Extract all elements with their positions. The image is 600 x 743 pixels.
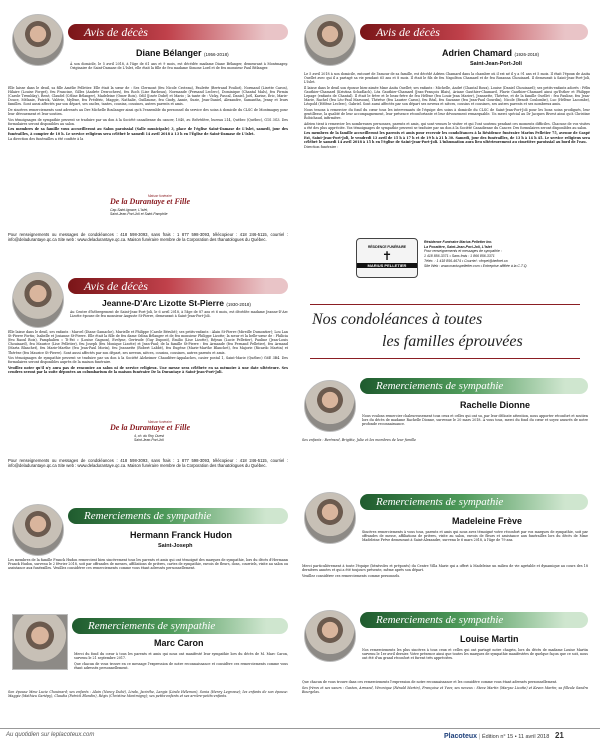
portrait-photo bbox=[304, 14, 356, 66]
portrait-photo bbox=[12, 14, 64, 66]
obituary-jeanne-darc-lizotte bbox=[8, 268, 290, 490]
name-text: Jeanne-D'Arc Lizotte St-Pierre bbox=[102, 298, 224, 308]
bottom-divider bbox=[310, 358, 580, 359]
section-banner: Remerciements de sympathie bbox=[68, 508, 288, 524]
contact-line-5: Téléc. : 1 418 856-4674 • Courriel : rfmpel@bellnet.ca bbox=[424, 258, 508, 263]
condolences-line-2: les familles éprouvées bbox=[382, 333, 523, 350]
section-banner: Avis de décès bbox=[68, 278, 288, 294]
years-text: (1930-2018) bbox=[226, 302, 251, 307]
contact-line-6: Site Web : www.mariuspelletier.com • Entreprise affiliée à la C.T.Q. bbox=[424, 263, 528, 268]
years-text: (1956-2018) bbox=[204, 52, 229, 57]
obituary-diane-belanger bbox=[8, 10, 290, 260]
name-text: Diane Bélanger bbox=[136, 48, 202, 58]
donation-paragraph: Vos témoignages de sympathie peuvent se traduire par un don à la Société Alzheimer Chaudière-Appalaches, casier postal 1, Saint-Marie (Québec) G6E 3B4. Des formulaires seront disponibles auprès de la maison funéraire. bbox=[8, 356, 288, 365]
place-label: Saint-Jean-Port-Joli bbox=[470, 61, 522, 67]
reconnaissance-paragraph: Que chacun de vous trouve en ce message l'expression de notre reconnaissance et considère ces remerciements comme vous étant adressés personnellement. bbox=[74, 661, 288, 670]
contact-paragraph bbox=[8, 458, 288, 470]
contact-text: Pour renseignements ou messages de condoléances : 418 598-3093, sans frais : 1 877 598-3093, télécopieur : 418 246-5115, courriel : info@deladurantaye.qc.ca Site web : www.deladurantaye.qc.ca. Maison funéraire membre de la Corporation des thanatologues du Québec. bbox=[8, 232, 288, 243]
funeral-seal-logo bbox=[356, 238, 418, 278]
section-banner: Avis de décès bbox=[360, 24, 588, 40]
portrait-photo bbox=[12, 614, 68, 670]
thanks-text bbox=[8, 558, 288, 572]
obituary-body bbox=[304, 72, 590, 151]
funeral-home-logo bbox=[110, 194, 270, 217]
website-link[interactable]: Au quotidien sur leplacoteux.com bbox=[6, 732, 95, 738]
direction-paragraph: Direction funéraire : bbox=[304, 145, 339, 150]
logo-brand: De la Durantaye et Fille bbox=[110, 197, 190, 206]
intro-paragraph: Le 5 avril 2018 à son domicile, entouré de l'amour de sa famille, est décédé Adrien Chamard dans la chambre où il est né il y a 91 ans et 5 mois. Il était l'époux de Anita Ouellet avec qui il a partagé sa vie pendant 65 ans et 8 mois. Il était le fils de feu Napoléon Chamard et de feu Rosanna Chouinard. Il demeurait à Saint-Jean-Port-Joli, L'Islet. bbox=[304, 72, 590, 85]
contact-paragraph bbox=[8, 232, 288, 244]
closing-paragraph: Veuillez considérer ces remerciements comme personnels. bbox=[302, 573, 401, 578]
page-number: 21 bbox=[554, 731, 564, 740]
thanks-text bbox=[362, 648, 588, 662]
section-banner: Remerciements de sympathie bbox=[360, 612, 588, 628]
logo-address-1: 4, ch. du Roy Ouest bbox=[134, 434, 164, 438]
deceased-name: Hermann Franck Hudon bbox=[130, 530, 233, 540]
obituary-adrien-chamard bbox=[300, 10, 592, 295]
portrait-photo bbox=[304, 610, 356, 662]
logo-tagline: Maison funéraire bbox=[148, 420, 172, 424]
direction-paragraph: La direction des funérailles a été confiée à la bbox=[8, 137, 84, 142]
thanks-madeleine-freve bbox=[300, 488, 592, 594]
obituary-text bbox=[70, 310, 288, 320]
family-paragraph: Elle laisse dans le deuil, ses enfants : Marcel (Diane Gamache), Murielle et Philippe (Carole Bérubé); ses petits-enfants : Alain St-Pierre (Mireille Dumontier); Lou Lan St-Pierre Fortin; Isabelle et Josianne St-Pierre. Elle était la fille de feu dame Odina Bélanger et de feu monsieur Philippe Lizotte; la sœur et la belle-sœur de : Philicia (feu Raoul Bois), Pamphalien « Ti-Pat » (Louise Gagnon), Evelyne, Gertrude (Guy Dupont), Émilio (Lise Lizotte), Réjean (Lucie Pelletier), Pauline (Jean-Louis Chouinard), feu Maurice (Lise Pelletier), feu Joseph (feu Monique Lizotte) et Jean-Paul; de la famille St-Pierre : feu Armande (feu Fernand Pelletier), feu Armand (Marta Blanchet), feu Marie-Marthe (feu Jean-Paul Morin), feu Jeannette (Robert Labbé), feu Eugène (Marie-Marthe Blanchet), feu Majorie (Ricardo Martin) et Thérèse (feu Maurice St-Pierre). Sont aussi affectés par son départ, ses neveux, nièces, cousins, cousines, autres parents et amis. bbox=[8, 330, 288, 355]
section-banner: Remerciements de sympathie bbox=[360, 378, 588, 394]
service-paragraph: Les membres de la famille accueilleront les parents et amis pour recevoir les condoléances à la Résidence funéraire Marius Pelletier 75, avenue de Gaspé Est, Saint-Jean-Port-Joli, le vendredi 13 avril de 15 h à 17 h et de 19 h à 21 h 30. Samedi, jour des funérailles, de 13 h à 14 h 45. Le service religieux sera célébré le samedi 14 avril 2018 à 15 h en l'église de Saint-Jean-Port-Joli. L'inhumation aura lieu ultérieurement au cimetière paroissial au bord de l'eau. bbox=[304, 131, 590, 144]
funeral-home-logo bbox=[110, 420, 270, 443]
service-paragraph: Les membres de sa famille vous accueilleront au Salon paroissial (Salle municipale) 3, place de l'église Saint-Damase de L'Islet, samedi, jour des funérailles, à compter de 10 h. Le service religieux sera célébré le samedi 14 avril 2018 à 13 h en l'Église de Saint-Damase de L'Islet. bbox=[8, 127, 288, 136]
contact-line-3: Pour renseignements et messages de sympathie : bbox=[424, 249, 502, 254]
name-text: Adrien Chamard bbox=[442, 48, 513, 58]
signature-text bbox=[302, 438, 588, 444]
thanks-rachelle-dionne bbox=[300, 372, 592, 482]
cross-icon: ✝ bbox=[381, 249, 393, 263]
deceased-name bbox=[442, 48, 539, 59]
thanks-marc-caron bbox=[8, 608, 290, 722]
logo-address-1: Cap-Saint-Ignace, L'Islet, bbox=[110, 208, 148, 212]
top-divider bbox=[310, 304, 580, 305]
seal-top-text: RÉSIDENCE FUNÉRAIRE bbox=[367, 245, 407, 249]
family-signature: Ses frères et ses sœurs : Gaston, Armand, Véronique (Rénald Martin), Françoise et Yves; ses neveux : Steve Martin (Maryse Lizotte) et Keven Martin; sa filleule Sandra Bourgelas. bbox=[302, 685, 588, 694]
edition-separator: | bbox=[478, 734, 482, 740]
thanks-paragraph: Les membres de la famille Franck Hudon remercient bien sincèrement tous les parents et amis qui ont témoigné des marques de sympathie, lors du décès d'Hermann Franck Hudon, survenu le 2 février 2018, soit par offrandes de messes, affiliations de prières, cartes de sympathie, envois de fleurs, dons, courriels, visite au salon ou assistance aux funérailles. Veuillez considérer ces remerciements comme vous étant adressés personnellement. bbox=[8, 558, 288, 571]
deceased-name: Madeleine Frève bbox=[452, 516, 523, 526]
thanks-text bbox=[74, 652, 288, 671]
contact-line-4: 1 418 856-3371 • Sans frais : 1 866 856-3371 bbox=[424, 254, 495, 259]
family-paragraph: Il laisse dans le deuil son épouse bien-aimée Mme Anita Ouellet; ses enfants : Michelle, André (Chantal Roux), Louise (Daniel Chouinard); ses petits-enfants adorés : Félix Gauthier-Chamard (Kristina Schadlach), Léa Gauthier-Chamard (Jean-François Blais), Ariane Gauthier-Chamard, Flavie Gauthier-Chamard ainsi qu'Esther et Philippe Lepage (enfants de Chantal). Il était le frère et le beau-frère de feu Hélène (feu Louis-Jean Marier), Jeannette, Thérèse, et de la famille Ouellet : feu Pauline, feu Jean-Marie, Rachel (feu Léo-Paul Marsoux), Thérèse (feu Laurier Caron), feu Réal, feu Suzanne (feu Jean-Paul Gourdin), Nicole (Benoît Coulombe), Luc (Hélène Lacombe), Léopold (Hélène Leclerc), Gabriel. Sont aussi affectés par son départ ses neveux et nièces, cousins et cousines, ses autres parents et ses nombreux amis. bbox=[304, 85, 590, 107]
intro-paragraph: À son domicile, le 5 avril 2018, à l'âge de 61 ans et 9 mois, est décédée madame Diane Bélanger, demeurant à Montmagny. Originaire de Saint-Damase de L'Islet, elle était la fille de feu madame Simone Lord et de feu monsieur Paul Bélanger. bbox=[70, 62, 288, 71]
thanks-extra bbox=[302, 564, 588, 579]
signature-text bbox=[8, 690, 288, 700]
condolences-line-1: Nos condoléances à toutes bbox=[312, 311, 483, 328]
thanks-paragraph: De sincères remerciements sont adressés au Dre Michelle Boulanger ainsi qu'à l'ensemble du personnel du service des soins à domicile du CLSC de Montmagny pour leur dévouement et leur soutien. bbox=[8, 108, 288, 117]
thanks-extra bbox=[302, 680, 588, 695]
family-paragraph: Elle laisse dans le deuil, sa fille Amélie Pelletier. Elle était la sœur de : Ses Clermont (feu Nicole Croteau), Paulette (Bertrand Pouliot), Normand (Lisette Caron), Hilaire (Louise Forget), feu Francine, Gilles (Andrée Desrochers), feu Roch (Lise Barbeau), Normande (Fernand Leclerc), Dominique (Chantal Mals), feu Firmin (Carole Tremblay), René, Claudel (Céline Bélanger), Madeleine (Omer Bois), Odil (Josée Dubé) et Mario ; la tante de : Vicky, Pascal, Daniel, Joël, Karine, Éric, Marie-Douce, Mélanie, Patrick, Valérie, Mylène, feu Frédéric, Maggie, Nathalie, Guillaume, feu Cindy, Annie, Suzie, Jean-Daniel, Alexandre, Samantha, Jenny et leurs familles. Sont aussi affectés par son départ, ses oncles, tantes, cousins, cousines, autres parents et amis. bbox=[8, 86, 288, 107]
obituary-body bbox=[8, 330, 288, 376]
thanks-paragraph: Sincères remerciements à vous tous, parents et amis qui nous avez témoigné votre réconfort par vos marques de sympathie, soit par offrandes de messe, affiliations de prières, visite au salon, envois de fleurs et assistance aux funérailles lors du décès de Mme Madeleine Frève demeurant à Saint-Alexandre, survenu le 6 mars 2018, à l'âge de 79 ans. bbox=[362, 530, 588, 543]
place-label: Saint-Joseph bbox=[158, 543, 193, 549]
thanks-paragraph: Merci du fond du cœur à tous les parents et amis qui nous ont manifesté leur sympathie lors du décès de M. Marc Caron, survenu le 21 septembre 2017. bbox=[74, 652, 288, 661]
contact-line-2: La Pocatière, Saint-Jean-Port-Joli, L'Islet bbox=[424, 244, 492, 249]
contact-line-1: Résidence Funéraire Marius Pelletier Inc. bbox=[424, 240, 493, 244]
logo-tagline: Maison funéraire bbox=[148, 194, 172, 198]
section-banner: Remerciements de sympathie bbox=[72, 618, 288, 634]
thanks-paragraph: Nous tenons à remercier du fond du cœur tous les intervenants de l'équipe des soins à domicile du CLSC de Saint-Jean-Port-Joli pour les bons soins prodigués, leur gentillesse, la qualité de leur accompagnement, leur présence réconfortante et leur dévouement remarquable. Un merci spécial au Dr Jacques Rivest ainsi qu'à Christine Robichaud, infirmière. bbox=[304, 107, 590, 121]
service-paragraph: Veuillez noter qu'il n'y aura pas de rencontre au salon ni de service religieux. Une messe sera célébrée en sa mémoire à une date ultérieure. Ses cendres seront par la suite déposées au columbarium de la maison funéraire De la Durantaye à Saint-Jean-Port-Joli. bbox=[8, 365, 288, 374]
thanks-text bbox=[362, 414, 588, 428]
years-text: (1926-2018) bbox=[514, 52, 540, 57]
thanks-paragraph: Nous voulons remercier chaleureusement tous ceux et celles qui ont su, par leur délicate attention, nous apporter réconfort et soutien lors du décès de madame Rachelle Dionne, survenue le 20 mars 2018. À vous tous, merci du fond du cœur et soyez assurés de notre profonde reconnaissance. bbox=[362, 414, 588, 427]
masthead-title: Placoteux bbox=[444, 733, 478, 740]
contact-text: Pour renseignements ou messages de condoléances : 418 598-3093, sans frais : 1 877 598-3093, télécopieur : 418 246-5115, courriel : info@deladurantaye.qc.ca Site web : www.deladurantaye.qc.ca. Maison funéraire membre de la Corporation des thanatologues du Québec. bbox=[8, 458, 288, 469]
seal-name-text: MARIUS PELLETIER bbox=[357, 263, 417, 268]
edition-info: Édition n° 15 • 11 avril 2018 bbox=[481, 734, 550, 740]
portrait-photo bbox=[12, 504, 64, 556]
condolences-message bbox=[300, 300, 592, 368]
logo-brand: De la Durantaye et Fille bbox=[110, 423, 190, 432]
page-footer bbox=[0, 728, 600, 742]
portrait-photo bbox=[12, 272, 64, 328]
family-signature: Son épouse Mme Lucie Chouinard; ses enfants : Alain (Nancy Dubé), Linda, Jacinthe, Langis (Linda Hélemon), Sonia (Henry Legrosse); les enfants de son épouse: Maggie (Mathieu Gariépy), Claudia (Patrick Blondin), Régis (Christine Montmigny); ses petits-enfants et ses arrière-petits-enfants. bbox=[8, 690, 288, 699]
donation-paragraph: Adrien tient à remercier les nombreuses personnes, parents et amis, qui sont venues le visiter et qui l'ont soutenu pendant ces moments difficiles. Chacune de vos visites a été des plus appréciée. Vos témoignages de sympathie peuvent se traduire par un don à la Société Canadienne du Cancer. Des formulaires seront disponibles au salon. bbox=[304, 121, 590, 130]
portrait-photo bbox=[304, 380, 356, 432]
logo-address-2: Saint-Jean-Port-Joli bbox=[134, 438, 164, 443]
obituary-text bbox=[70, 62, 288, 72]
obituary-body bbox=[8, 86, 288, 143]
funeral-contact bbox=[424, 240, 590, 268]
staff-thanks-paragraph: Merci particulièrement à toute l'équipe (bénévoles et préposés) du Centre Villa Marie qui a offert à Madeleine un milieu de vie agréable et dynamique au cours des 18 dernières années et qui a été toujours présente, même après son départ. bbox=[302, 564, 588, 573]
donation-paragraph: Vos témoignages de sympathie peuvent se traduire par un don à la Société canadienne du cancer, 1040, av. Belvédère, bureau 214, Québec (Québec), G1S 3G3. Des formulaires seront disponibles au salon. bbox=[8, 117, 288, 126]
section-banner: Avis de décès bbox=[68, 24, 288, 40]
logo-address-2: Saint-Jean-Port-Joli et Saint-Pamphile bbox=[110, 212, 168, 217]
deceased-name: Marc Caron bbox=[154, 638, 204, 648]
deceased-name bbox=[136, 48, 229, 59]
thanks-louise-martin bbox=[300, 602, 592, 722]
thanks-hermann-franck-hudon bbox=[8, 500, 290, 602]
family-signature: Ses enfants : Bertrand, Brigitte, Julie et les membres de leur famille bbox=[302, 438, 417, 442]
thanks-paragraph: Nos remerciements les plus sincères à tous ceux et celles qui ont partagé notre chagrin, lors du décès de madame Louise Martin survenu le 1er avril dernier. Votre présence ainsi que toutes les marques de sympathie manifestées de quelque façon que ce soit, nous ont été d'un grand réconfort et furent très appréciées. bbox=[362, 648, 588, 661]
masthead bbox=[444, 731, 564, 742]
deceased-name: Rachelle Dionne bbox=[460, 400, 531, 410]
deceased-name: Louise Martin bbox=[460, 634, 519, 644]
portrait-photo bbox=[304, 492, 356, 544]
intro-paragraph: Au Centre d'hébergement de Saint-Jean-Port-Joli, le 6 avril 2018, à l'âge de 87 ans et 6 mois, est décédée madame Jeanne-D'Arc Lizotte épouse de feu monsieur Auguste St-Pierre, demeurant à Saint-Jean-Port-Joli. bbox=[70, 310, 288, 319]
section-banner: Remerciements de sympathie bbox=[360, 494, 588, 510]
thanks-text bbox=[362, 530, 588, 544]
deceased-name bbox=[102, 298, 251, 309]
reconnaissance-paragraph: Que chacun de vous trouve dans ces remerciements l'expression de notre reconnaissance et les considère comme vous étant adressés personnellement. bbox=[302, 680, 558, 684]
